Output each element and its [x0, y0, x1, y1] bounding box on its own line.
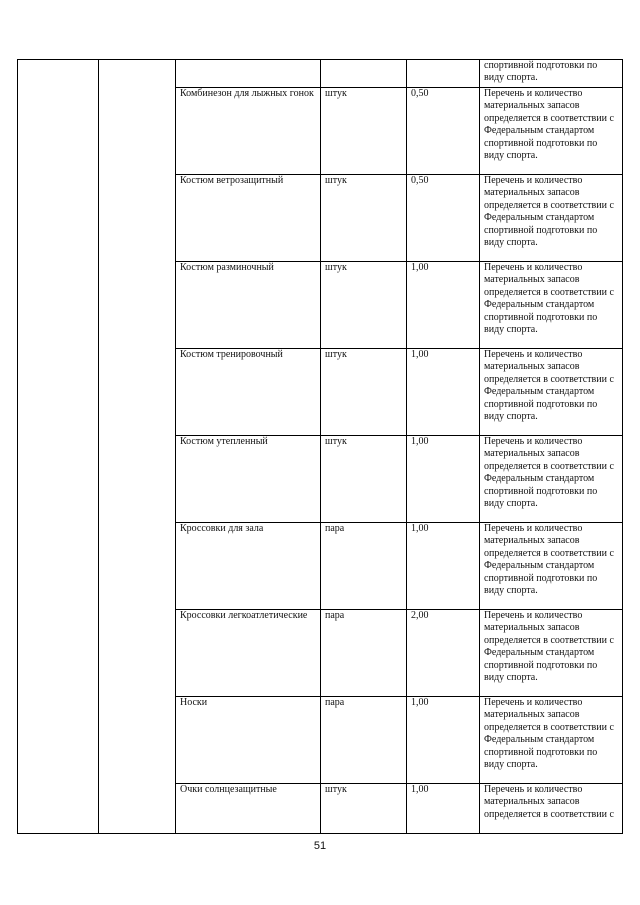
note-cell: Перечень и количество материальных запасов определяется в соответствии с Федеральным стандартом спортивной подготовки по виду спорта.	[480, 610, 623, 697]
item-cell: Костюм тренировочный	[176, 349, 321, 436]
qty-cell: 2,00	[407, 610, 480, 697]
note-cell: Перечень и количество материальных запасов определяется в соответствии с Федеральным стандартом спортивной подготовки по виду спорта.	[480, 88, 623, 175]
note-cell: Перечень и количество материальных запасов определяется в соответствии с Федеральным стандартом спортивной подготовки по виду спорта.	[480, 523, 623, 610]
note-cell: Перечень и количество материальных запасов определяется в соответствии с Федеральным стандартом спортивной подготовки по виду спорта.	[480, 175, 623, 262]
unit-cell	[321, 60, 407, 88]
item-cell: Костюм утепленный	[176, 436, 321, 523]
item-cell: Кроссовки легкоатлетические	[176, 610, 321, 697]
note-cell: спортивной подготовки по виду спорта.	[480, 60, 623, 88]
note-cell: Перечень и количество материальных запасов определяется в соответствии с Федеральным стандартом спортивной подготовки по виду спорта.	[480, 262, 623, 349]
item-cell: Очки солнцезащитные	[176, 784, 321, 834]
qty-cell: 1,00	[407, 523, 480, 610]
item-cell: Носки	[176, 697, 321, 784]
note-cell: Перечень и количество материальных запасов определяется в соответствии с Федеральным стандартом спортивной подготовки по виду спорта.	[480, 436, 623, 523]
unit-cell: пара	[321, 523, 407, 610]
qty-cell: 1,00	[407, 784, 480, 834]
qty-cell: 0,50	[407, 88, 480, 175]
merged-cell-col2	[99, 60, 176, 834]
equipment-table	[17, 59, 623, 834]
item-cell	[176, 60, 321, 88]
qty-cell: 1,00	[407, 349, 480, 436]
unit-cell: штук	[321, 262, 407, 349]
unit-cell: штук	[321, 175, 407, 262]
note-cell: Перечень и количество материальных запасов определяется в соответствии с Федеральным стандартом спортивной подготовки по виду спорта.	[480, 697, 623, 784]
qty-cell	[407, 60, 480, 88]
unit-cell: штук	[321, 784, 407, 834]
unit-cell: пара	[321, 697, 407, 784]
qty-cell: 1,00	[407, 697, 480, 784]
unit-cell: штук	[321, 88, 407, 175]
qty-cell: 1,00	[407, 436, 480, 523]
unit-cell: пара	[321, 610, 407, 697]
qty-cell: 1,00	[407, 262, 480, 349]
unit-cell: штук	[321, 349, 407, 436]
item-cell: Комбинезон для лыжных гонок	[176, 88, 321, 175]
note-cell: Перечень и количество материальных запасов определяется в соответствии с	[480, 784, 623, 834]
qty-cell: 0,50	[407, 175, 480, 262]
item-cell: Кроссовки для зала	[176, 523, 321, 610]
merged-cell-col1	[18, 60, 99, 834]
item-cell: Костюм разминочный	[176, 262, 321, 349]
table-row	[18, 60, 623, 88]
page-number: 51	[313, 840, 327, 852]
unit-cell: штук	[321, 436, 407, 523]
note-cell: Перечень и количество материальных запасов определяется в соответствии с Федеральным стандартом спортивной подготовки по виду спорта.	[480, 349, 623, 436]
item-cell: Костюм ветрозащитный	[176, 175, 321, 262]
